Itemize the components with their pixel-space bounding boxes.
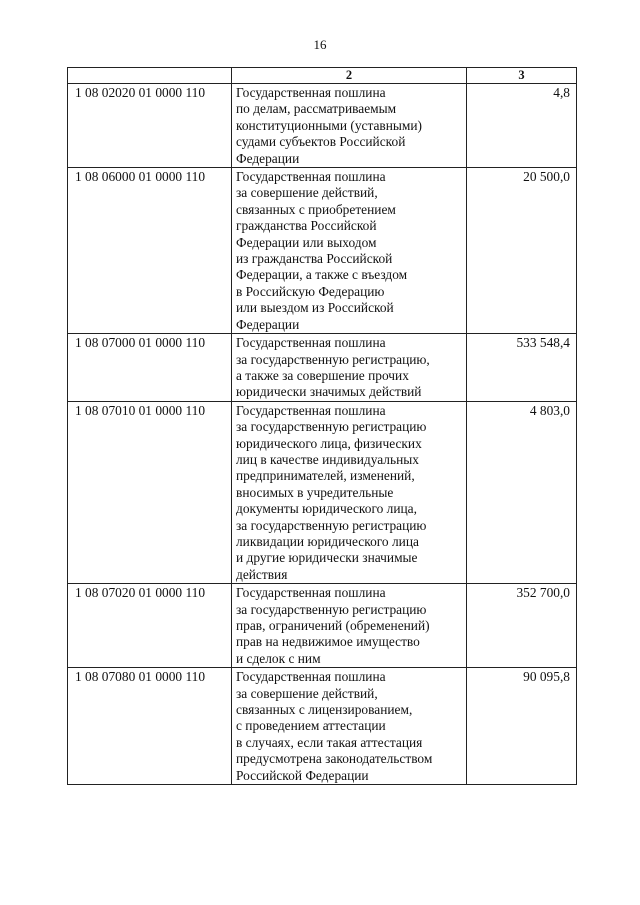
revenue-name: Государственная пошлина за государственную регистрацию прав, ограничений (обременений) прав на недвижимое имущество и сделок с ним: [232, 584, 467, 668]
classification-code: 1 08 07000 01 0000 110: [68, 334, 232, 402]
amount-value: 4 803,0: [467, 401, 577, 583]
table-row: [68, 84, 577, 168]
table-row: [68, 584, 577, 668]
table-row: [68, 401, 577, 583]
page-number: 16: [313, 37, 327, 52]
classification-code: 1 08 07080 01 0000 110: [68, 668, 232, 785]
table-row: [68, 334, 577, 402]
amount-value: 533 548,4: [467, 334, 577, 402]
header-column-2: 2: [232, 68, 467, 84]
classification-code: 1 08 07020 01 0000 110: [68, 584, 232, 668]
amount-value: 20 500,0: [467, 168, 577, 334]
revenue-name: Государственная пошлина за совершение действий, связанных с приобретением гражданства Российской Федерации или выходом из гражданства Российской Федерации, а также с въездом в Российскую Федерацию или выездом из Российской Федерации: [232, 168, 467, 334]
header-column-1: [68, 68, 232, 84]
revenue-name: Государственная пошлина за государственную регистрацию юридического лица, физических лиц в качестве индивидуальных предпринимателей, изменений, вносимых в учредительные документы юридического лица, за государственную регистрацию ликвидации юридического лица и другие юридически значимые действия: [232, 401, 467, 583]
amount-value: 90 095,8: [467, 668, 577, 785]
amount-value: 352 700,0: [467, 584, 577, 668]
classification-code: 1 08 07010 01 0000 110: [68, 401, 232, 583]
revenue-name: Государственная пошлина за совершение действий, связанных с лицензированием, с проведением аттестации в случаях, если такая аттестация предусмотрена законодательством Российской Федерации: [232, 668, 467, 785]
classification-code: 1 08 02020 01 0000 110: [68, 84, 232, 168]
header-column-3: 3: [467, 68, 577, 84]
revenue-name: Государственная пошлина за государственную регистрацию, а также за совершение прочих юридически значимых действий: [232, 334, 467, 402]
table-row: [68, 168, 577, 334]
classification-code: 1 08 06000 01 0000 110: [68, 168, 232, 334]
table-header-row: [68, 68, 577, 84]
revenue-name: Государственная пошлина по делам, рассматриваемым конституционными (уставными) судами субъектов Российской Федерации: [232, 84, 467, 168]
table-row: [68, 668, 577, 785]
budget-revenue-table: [67, 67, 577, 785]
amount-value: 4,8: [467, 84, 577, 168]
